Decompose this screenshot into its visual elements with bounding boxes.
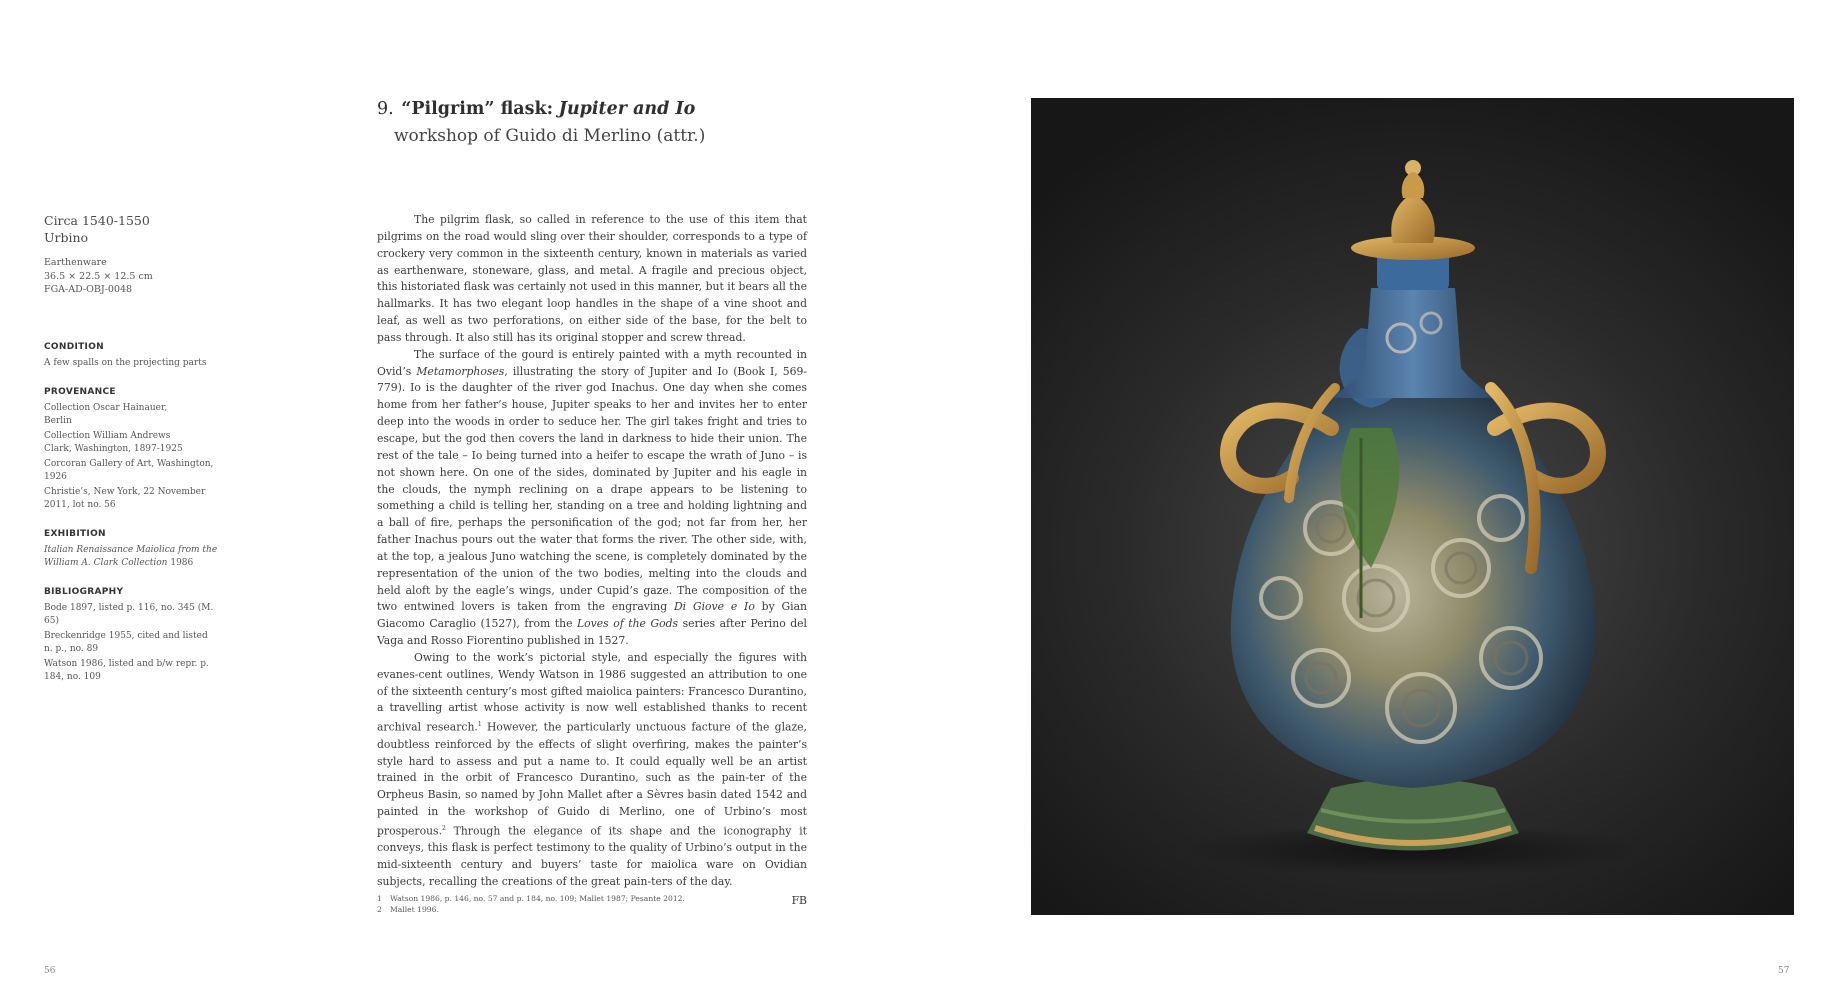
entry-title [377, 97, 877, 121]
exhibition-entry [44, 544, 234, 570]
essay-text: Through the elegance of its shape and the iconography it conveys, this flask is perfect testimony to the quality of Urbino’s output in the mid-sixteenth century and buyers’ taste for maiolica ware on Ovidian subjects, recalling the creations of the great pain-ters of the day. [377, 824, 807, 889]
entry-number: 9. [377, 99, 394, 119]
provenance-entry: Corcoran Gallery of Art, Washington, 1926 [44, 458, 214, 482]
condition-heading: CONDITION [44, 341, 104, 352]
object-dimensions: 36.5 × 22.5 × 12.5 cm [44, 270, 153, 282]
footnote-ref[interactable]: 2 [442, 824, 446, 832]
provenance-entry: Collection William Andrews Clark, Washington, 1897-1925 [44, 430, 183, 454]
bibliography-entry: Breckenridge 1955, cited and listed n. p., no. 89 [44, 630, 208, 654]
footnote-number: 2 [377, 905, 382, 914]
footnote-number: 1 [377, 894, 382, 903]
catalogue-details [44, 212, 234, 686]
essay-text: The surface of the gourd is entirely painted with a myth recounted in Ovid’s [377, 347, 807, 378]
footnote [377, 893, 807, 904]
bibliography-section [44, 586, 234, 684]
exhibition-heading: EXHIBITION [44, 528, 106, 539]
author-initials: FB [791, 893, 807, 907]
bibliography-heading: BIBLIOGRAPHY [44, 586, 124, 597]
page-number-right: 57 [1778, 966, 1790, 976]
entry-attribution: workshop of Guido di Merlino (attr.) [394, 126, 706, 146]
footnote-ref[interactable]: 1 [477, 721, 482, 729]
flask-illustration [1031, 98, 1794, 915]
essay-body [377, 212, 807, 909]
essay-text: However, the particularly unctuous facture of the glaze, doubtless reinforced by the effects of slight overfiring, makes the painter’s style hard to assess and put a name to. It could equally well be an artist trained in the orbit of Francesco Durantino, such as the pain-ter of the Orpheus Basin, so named by John Mallet after a Sèvres basin dated 1542 and painted in the workshop of Guido di Merlino, one of Urbino’s most prosperous. [377, 720, 807, 838]
provenance-heading: PROVENANCE [44, 386, 116, 397]
flask-stopper [1351, 160, 1475, 290]
condition-section [44, 341, 234, 370]
entry-title-block [377, 97, 877, 148]
essay-italic-title: Di Giove e Io [674, 600, 755, 614]
object-facts [44, 256, 234, 297]
provenance-entry: Christie’s, New York, 22 November 2011, lot no. 56 [44, 486, 206, 510]
condition-entry: A few spalls on the projecting parts [44, 357, 207, 368]
object-material: Earthenware [44, 257, 107, 268]
bibliography-entry: Watson 1986, listed and b/w repr. p. 184, no. 109 [44, 658, 209, 682]
footnotes [377, 893, 807, 915]
exhibition-section [44, 528, 234, 570]
essay-italic-title: Loves of the Gods [577, 617, 679, 631]
essay-text: by Gian Giacomo Caraglio (1527), from the [377, 600, 807, 631]
essay-text: series after Perino del Vaga and Rosso Fiorentino published in 1527. [377, 617, 807, 648]
object-place: Urbino [44, 230, 89, 245]
object-inventory-number: FGA-AD-OBJ-0048 [44, 284, 133, 295]
object-date: Circa 1540-1550 [44, 213, 150, 228]
essay-italic-title: Metamorphoses [416, 364, 505, 378]
essay-paragraph: The pilgrim flask, so called in reference to the use of this item that pilgrims on the road would sling over their shoulder, corresponds to a type of crockery very common in the sixteenth century, known in materials as varied as earthenware, stoneware, glass, and metal. A fragile and precious object, this historiated flask was certainly not used in this manner, but it bears all the hallmarks. It has two elegant loop handles in the shape of a vine shoot and leaf, as well as two perforations, on either side of the base, for the belt to pass through. It also still has its original stopper and screw thread. [377, 213, 807, 344]
essay-paragraph [377, 347, 807, 650]
exhibition-title: Italian Renaissance Maiolica from the William A. Clark Collection [44, 544, 218, 568]
footnote-text: Mallet 1996. [390, 905, 439, 914]
provenance-section [44, 386, 234, 512]
bibliography-entry: Bode 1897, listed p. 116, no. 345 (M. 65) [44, 602, 214, 626]
essay-text: , illustrating the story of Jupiter and Io (Book I, 569-779). Io is the daughter of the river god Inachus. One day when she comes home from her father’s house, Jupiter speaks to her and invites her to enter deep into the woods in order to seduce her. The girl takes fright and tries to escape, but the god then covers the land in darkness to hide their union. The rest of the tale – Io being turned into a heifer to escape the wrath of Juno – is not shown here. On one of the sides, dominated by Jupiter and his eagle in the clouds, the nymph reclining on a drape appears to be listening to something a child is telling her, standing on a tree and holding lightning and a ball of fire, perhaps the personification of the god; not far from her, her father Inachus pours out the water that forms the river. The other side, with, at the top, a jealous Juno watching the scene, is completely dominated by the representation of the union of the two bodies, melting into the clouds and held aloft by the eagle’s wings, under Cupid’s gaze. The composition of the two entwined lovers is taken from the engraving [377, 364, 808, 614]
footnote [377, 904, 807, 915]
entry-object-type: “Pilgrim” flask: [401, 99, 554, 119]
essay-paragraph [377, 650, 807, 891]
entry-subject: Jupiter and Io [558, 99, 696, 119]
provenance-entry: Collection Oscar Hainauer, Berlin [44, 402, 168, 426]
essay-text: Owing to the work’s pictorial style, and especially the figures with evanes-cent outlines, Wendy Watson in 1986 suggested an attribution to one of the sixteenth century’s most gifted maiolica painters: Francesco Durantino, a travelling artist whose activity is now well established thanks to recent archival research. [377, 650, 807, 734]
footnote-text: Watson 1986, p. 146, no. 57 and p. 184, no. 109; Mallet 1987; Pesante 2012. [390, 894, 685, 903]
flask-foot [1307, 778, 1519, 851]
page-number-left: 56 [44, 966, 56, 976]
exhibition-year: 1986 [167, 557, 194, 568]
flask-photograph [1031, 98, 1794, 915]
